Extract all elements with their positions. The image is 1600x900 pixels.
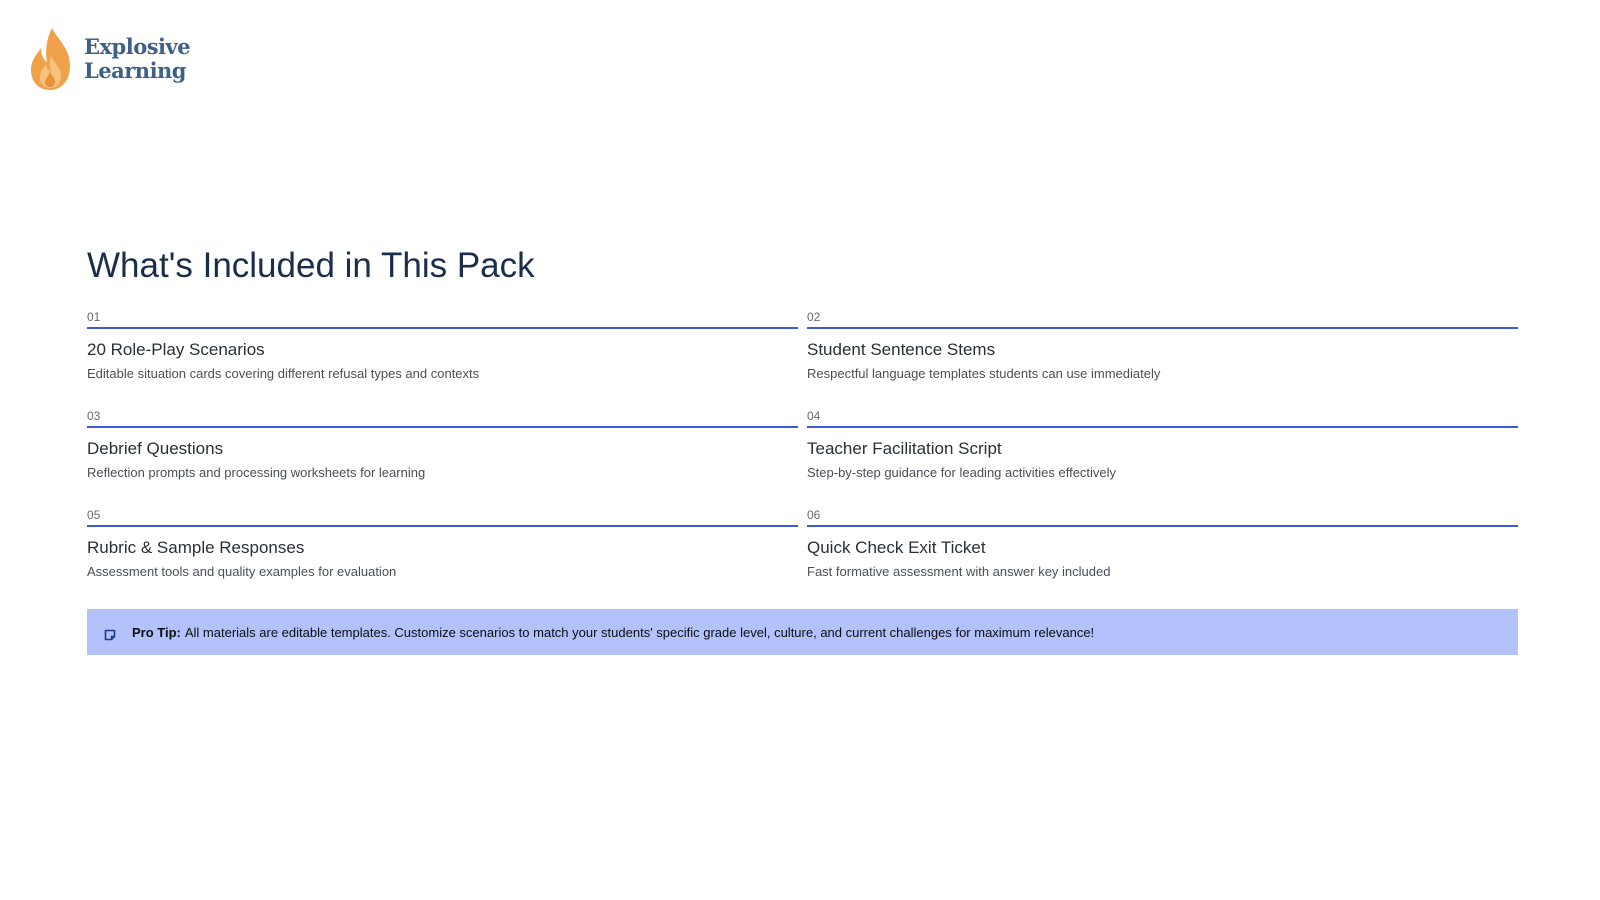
item-divider [87,426,798,428]
brand-name [84,35,190,83]
included-item [87,409,798,508]
item-number: 03 [87,409,101,423]
item-number: 02 [807,310,821,324]
item-divider [807,327,1518,329]
item-description: Reflection prompts and processing worksheets for learning [87,465,426,480]
pro-tip-label: Pro Tip: [132,624,181,640]
item-description: Assessment tools and quality examples for evaluation [87,564,397,579]
brand-line2: Learning [84,58,186,83]
item-number: 01 [87,310,101,324]
item-divider [87,525,798,527]
item-title: 20 Role-Play Scenarios [87,340,265,359]
item-number: 04 [807,409,821,423]
item-title: Teacher Facilitation Script [807,439,1002,458]
item-title: Debrief Questions [87,439,224,458]
item-number: 05 [87,508,101,522]
item-divider [87,327,798,329]
flame-icon [28,26,74,92]
item-divider [807,525,1518,527]
included-item [87,508,798,607]
item-description: Editable situation cards covering different refusal types and contexts [87,366,480,381]
note-icon [104,629,116,641]
item-divider [807,426,1518,428]
included-item [87,310,798,409]
item-description: Step-by-step guidance for leading activities effectively [807,465,1117,480]
item-title: Quick Check Exit Ticket [807,538,986,557]
item-number: 06 [807,508,821,522]
item-title: Rubric & Sample Responses [87,538,305,557]
included-items-grid [87,310,1518,607]
item-title: Student Sentence Stems [807,340,996,359]
item-description: Fast formative assessment with answer key included [807,564,1111,579]
brand-line1: Explosive [84,34,191,59]
included-item [807,310,1518,409]
page-title: What's Included in This Pack [87,246,535,285]
included-item [807,508,1518,607]
brand-logo [28,26,190,92]
item-description: Respectful language templates students can use immediately [807,366,1161,381]
pro-tip-text: All materials are editable templates. Customize scenarios to match your students' specific grade level, culture, and current challenges for maximum relevance! [184,624,1095,640]
pro-tip-banner [87,609,1518,655]
included-item [807,409,1518,508]
